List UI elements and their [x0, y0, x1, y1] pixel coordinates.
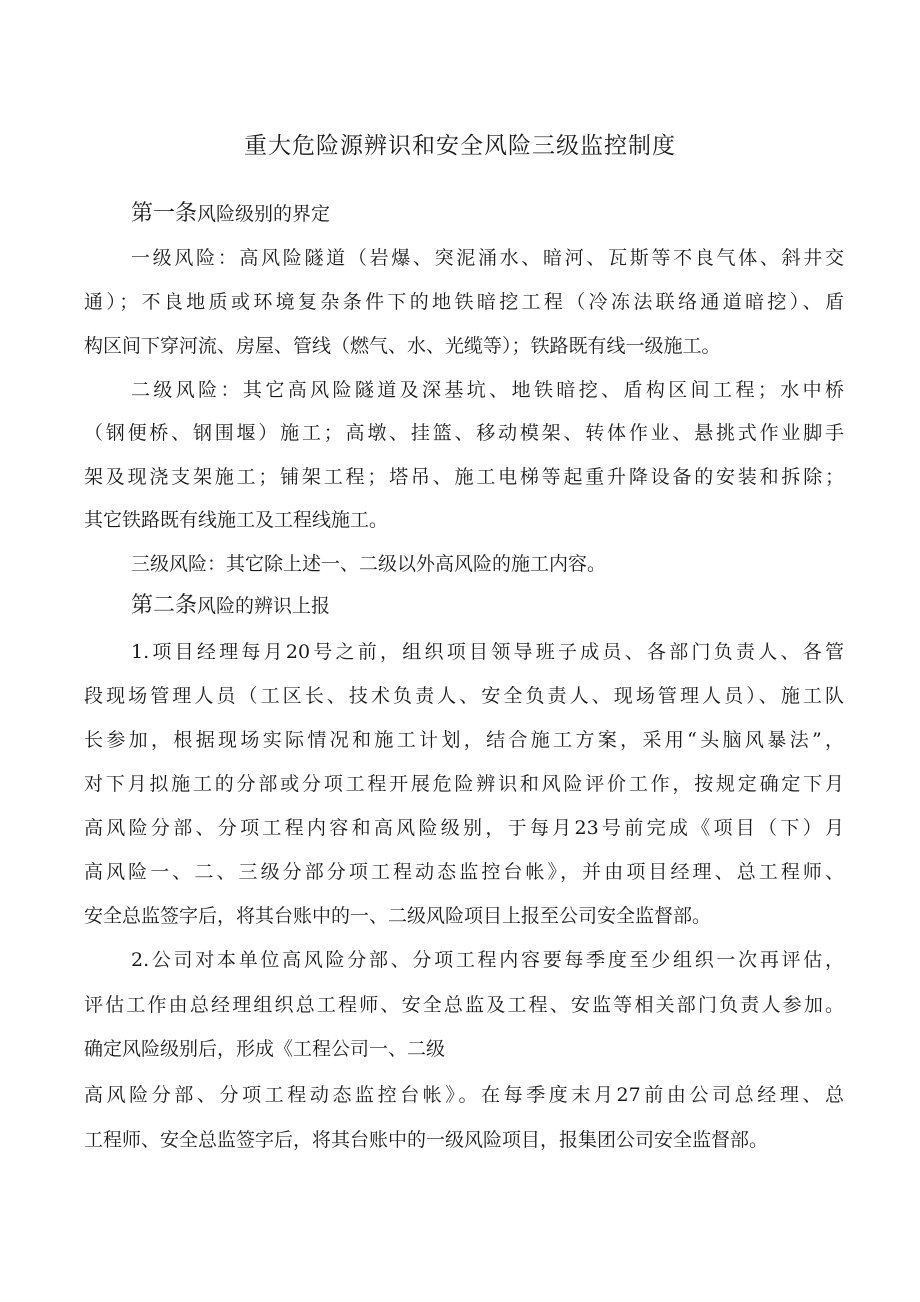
paragraph-line: 高风险分部、分项工程动态监控台帐》。在每季度末月27前由公司总经理、总	[84, 1084, 844, 1106]
paragraph-line: 工程师、安全总监签字后，将其台账中的一级风险项目，报集团公司安全监督部。	[84, 1129, 769, 1151]
article-number: 第二条	[131, 593, 198, 618]
paragraph-line: 架及现浇支架施工；铺架工程；塔吊、施工电梯等起重升降设备的安装和拆除；	[84, 466, 844, 488]
paragraph-line: 安全总监签字后，将其台账中的一、二级风险项目上报至公司安全监督部。	[84, 905, 712, 927]
article-title: 风险的辨识上报	[197, 595, 331, 617]
paragraph-line: 高风险分部、分项工程内容和高风险级别，于每月23号前完成《项目（下）月	[84, 817, 844, 839]
article-number: 第一条	[131, 201, 198, 226]
paragraph-line: 2.公司对本单位高风险分部、分项工程内容要每季度至少组织一次再评估，	[131, 949, 844, 971]
paragraph-line: 评估工作由总经理组织总工程师、安全总监及工程、安监等相关部门负责人参加。	[84, 994, 844, 1016]
paragraph-line: 高风险一、二、三级分部分项工程动态监控台帐》，并由项目经理、总工程师、	[84, 861, 844, 883]
article-title: 风险级别的界定	[197, 203, 331, 225]
paragraph-line: 三级风险：其它除上述一、二级以外高风险的施工内容。	[131, 553, 607, 575]
paragraph-line: 构区间下穿河流、房屋、管线（燃气、水、光缆等）；铁路既有线一级施工。	[84, 335, 721, 357]
paragraph-line: （钢便桥、钢围堰）施工；高墩、挂篮、移动模架、转体作业、悬挑式作业脚手	[84, 422, 844, 444]
paragraph-line: 段现场管理人员（工区长、技术负责人、安全负责人、现场管理人员）、施工队	[84, 685, 844, 707]
paragraph-line: 确定风险级别后，形成《工程公司一、二级	[84, 1038, 446, 1060]
paragraph-line: 一级风险：高风险隧道（岩爆、突泥涌水、暗河、瓦斯等不良气体、斜井交	[131, 247, 844, 269]
paragraph-line: 长参加，根据现场实际情况和施工计划，结合施工方案，采用“头脑风暴法”，	[84, 729, 844, 751]
article-1-heading	[131, 199, 844, 229]
article-2-heading	[131, 591, 844, 621]
paragraph-line: 二级风险：其它高风险隧道及深基坑、地铁暗挖、盾构区间工程；水中桥	[131, 379, 844, 401]
paragraph-line: 其它铁路既有线施工及工程线施工。	[84, 509, 389, 531]
paragraph-line: 对下月拟施工的分部或分项工程开展危险辨识和风险评价工作，按规定确定下月	[84, 773, 844, 795]
paragraph-line: 1.项目经理每月20号之前，组织项目领导班子成员、各部门负责人、各管	[131, 641, 844, 663]
document-title: 重大危险源辨识和安全风险三级监控制度	[244, 133, 676, 159]
paragraph-line: 通）；不良地质或环境复杂条件下的地铁暗挖工程（冷冻法联络通道暗挖）、盾	[84, 291, 844, 313]
